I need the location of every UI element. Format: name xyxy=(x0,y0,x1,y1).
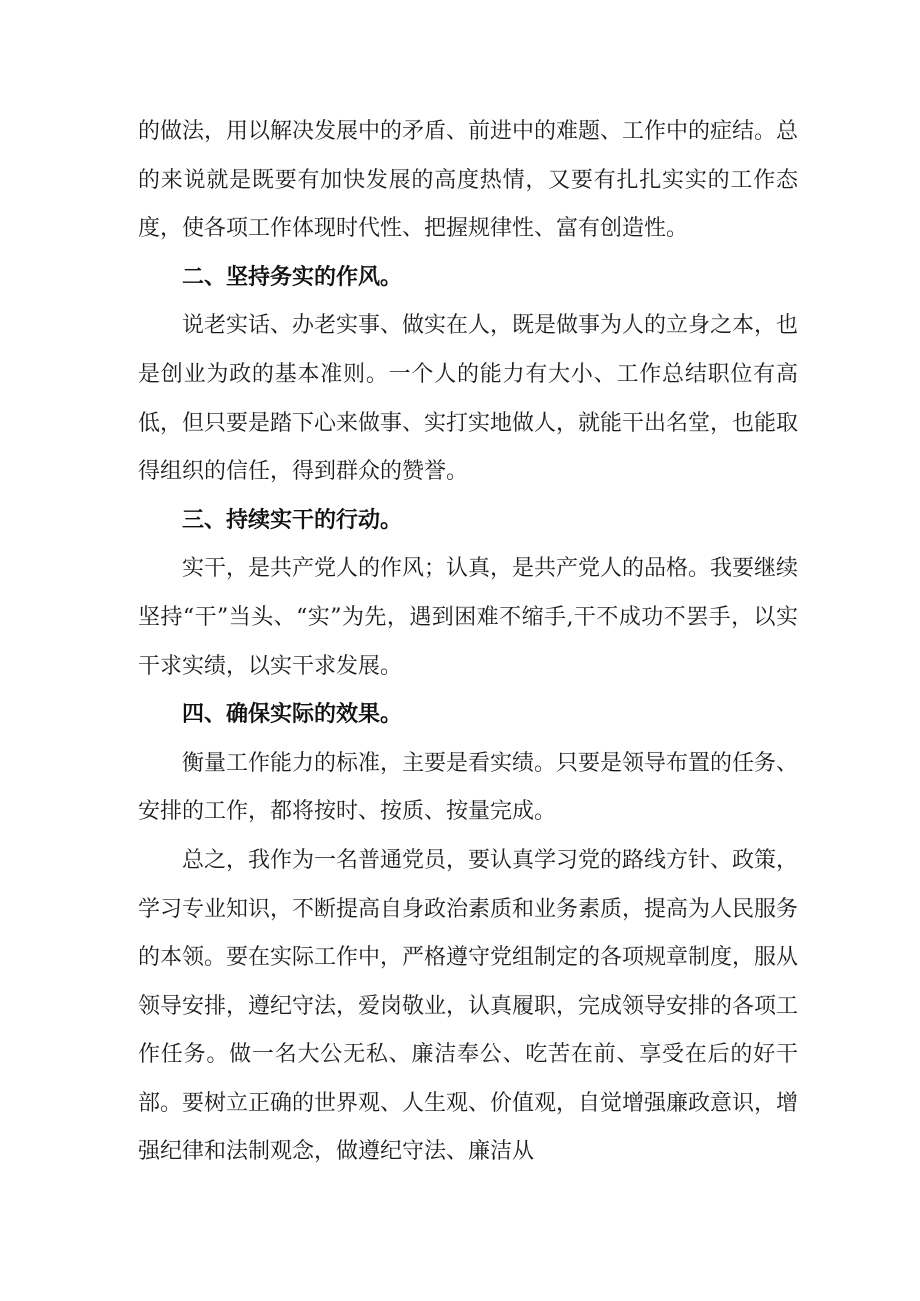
paragraph-continuation: 的做法，用以解决发展中的矛盾、前进中的难题、工作中的症结。总的来说就是既要有加快发展的高度热情，又要有扎扎实实的工作态度，使各项工作体现时代性、把握规律性、富有创造性。 xyxy=(138,119,799,242)
paragraph-practical-style: 说老实话、办老实事、做实在人，既是做事为人的立身之本，也是创业为政的基本准则。一个人的能力有大小、工作总结职位有高低，但只要是踏下心来做事、实打实地做人，就能干出名堂，也能取得组织的信任，得到群众的赞誉。 xyxy=(138,313,799,485)
section-heading-2: 二、坚持务实的作风。 xyxy=(182,264,403,290)
paragraph-summary: 总之，我作为一名普通党员，要认真学习党的路线方针、政策，学习专业知识，不断提高自身政治素质和业务素质，提高为人民服务的本领。要在实际工作中，严格遵守党组制定的各项规章制度，服从领导安排，遵纪守法，爱岗敬业，认真履职，完成领导安排的各项工作任务。做一名大公无私、廉洁奉公、吃苦在前、享受在后的好干部。要树立正确的世界观、人生观、价值观，自觉增强廉政意识，增强纪律和法制观念，做遵纪守法、廉洁从 xyxy=(138,847,799,1165)
section-heading-4: 四、确保实际的效果。 xyxy=(182,702,403,728)
paragraph-hard-work: 实干，是共产党人的作风；认真，是共产党人的品格。我要继续坚持“干”当头、“实”为先，遇到困难不缩手,干不成功不罢手，以实干求实绩，以实干求发展。 xyxy=(138,556,799,679)
paragraph-results: 衡量工作能力的标准，主要是看实绩。只要是领导布置的任务、安排的工作，都将按时、按质、按量完成。 xyxy=(138,750,799,825)
section-heading-3: 三、持续实干的行动。 xyxy=(182,507,403,533)
document-body xyxy=(138,108,798,1177)
